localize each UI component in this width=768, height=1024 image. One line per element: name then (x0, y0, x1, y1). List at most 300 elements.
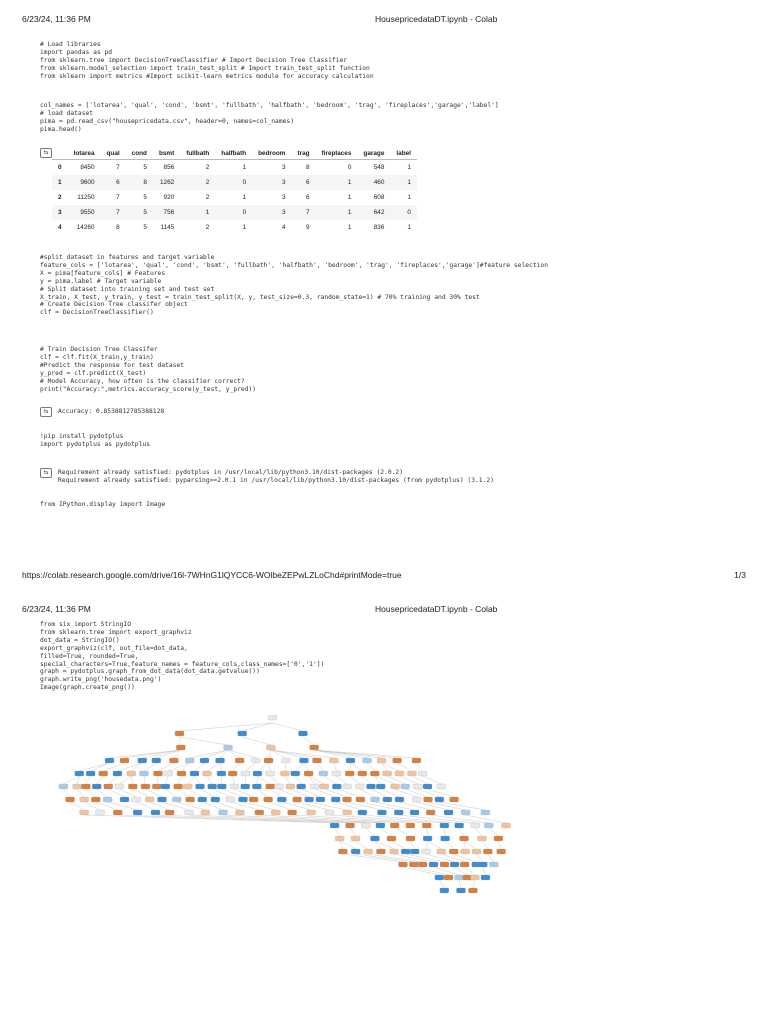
table-cell: 608 (373, 194, 385, 201)
code-cell-pip-install[interactable]: !pip install pydotplus import pydotplus as pydotplus (40, 433, 150, 448)
table-cell: 2 (205, 224, 210, 231)
tree-edge (428, 841, 442, 849)
table-cell: 7 (116, 194, 120, 201)
tree-node (494, 836, 503, 841)
output-toggle-icon[interactable]: ⇆ (40, 407, 52, 417)
code-cell-export-graphviz[interactable]: from six import StringIO from sklearn.tree import export_graphviz dot_data = StringIO() export_graphviz(clf, out_file=dot_data, filled=True, rounded=True, special_characters=True,feature_names = feature_cols,class_names=['0','1']) graph = pydotplus.graph_from_dot_data(dot_data.getvalue()) graph.write_png('housedata.png') Image(graph.create_png()) (40, 621, 325, 692)
table-cell: 1262 (153, 175, 180, 190)
tree-edge (97, 789, 108, 797)
tree-node (421, 849, 430, 854)
table-header-cell: bedroom (252, 148, 291, 160)
table-cell: 642 (357, 205, 390, 220)
tree-edge (395, 828, 411, 836)
table-cell: 1 (316, 175, 358, 190)
tree-edge (403, 867, 439, 875)
tree-edge (243, 802, 276, 810)
output-toggle-icon[interactable]: ⇆ (40, 468, 52, 478)
tree-edge (459, 828, 464, 836)
tree-node (455, 875, 464, 880)
tree-node (461, 849, 470, 854)
tree-edge (362, 776, 371, 784)
tree-edge (223, 815, 395, 823)
tree-node (217, 784, 226, 789)
tree-edge (350, 776, 360, 784)
accuracy-output: Accuracy: 0.8538812785388128 (58, 408, 165, 415)
tree-node (401, 784, 410, 789)
tree-node (241, 771, 250, 776)
tree-node (440, 888, 449, 893)
tree-node (235, 758, 244, 763)
tree-node (274, 784, 283, 789)
tree-node (75, 771, 84, 776)
table-cell: 920 (163, 194, 175, 201)
tree-node (423, 784, 432, 789)
tree-edge (371, 789, 387, 797)
table-header-cell (52, 148, 68, 160)
tree-node (184, 810, 193, 815)
tree-edge (350, 828, 355, 836)
tree-edge (337, 789, 361, 797)
tree-edge (279, 789, 297, 797)
tree-node (99, 771, 108, 776)
tree-node (174, 784, 183, 789)
tree-edge (315, 789, 336, 797)
tree-node (176, 745, 185, 750)
tree-edge (145, 789, 162, 797)
tree-node (172, 797, 181, 802)
tree-edge (178, 776, 181, 784)
tree-edge (426, 841, 428, 849)
tree-node (280, 771, 289, 776)
tree-edge (347, 802, 382, 810)
tree-edge (181, 763, 189, 771)
tree-node (477, 836, 486, 841)
tree-edge (165, 789, 176, 797)
tree-edge (304, 763, 309, 771)
tree-node (441, 836, 450, 841)
tree-edge (334, 763, 337, 771)
tree-edge (245, 763, 255, 771)
tree-node (395, 797, 404, 802)
tree-edge (375, 802, 415, 810)
tree-edge (335, 828, 340, 836)
tree-node (377, 758, 386, 763)
tree-node (141, 784, 150, 789)
tree-edge (178, 789, 190, 797)
tree-node (435, 875, 444, 880)
tree-node (277, 797, 286, 802)
table-cell: 1 (390, 175, 417, 190)
tree-edge (188, 789, 203, 797)
tree-node (401, 849, 410, 854)
table-cell: 9600 (68, 175, 101, 190)
tree-node (307, 810, 316, 815)
tree-node (217, 771, 226, 776)
tree-node (266, 771, 275, 776)
tree-node (201, 810, 210, 815)
tree-node (105, 758, 114, 763)
tree-edge (381, 789, 400, 797)
print-url: https://colab.research.google.com/drive/16l-7WHnG1lQYCC6-WOlbeZEPwLZLoChd#printMode=true (22, 570, 402, 580)
tree-node (271, 810, 280, 815)
tree-edge (406, 854, 445, 862)
tree-node (409, 862, 418, 867)
table-cell: 7 (101, 205, 126, 220)
tree-node (139, 771, 148, 776)
tree-edge (179, 737, 180, 745)
table-cell: 1 (347, 194, 352, 201)
tree-edge (179, 737, 228, 745)
table-cell: 1 (242, 164, 247, 171)
tree-node (455, 823, 464, 828)
tree-node (478, 862, 487, 867)
print-page-number: 1/3 (734, 570, 746, 580)
table-cell: 1 (316, 205, 358, 220)
tree-edge (350, 763, 362, 771)
tree-node (376, 849, 385, 854)
tree-edge (295, 776, 301, 784)
tree-node (497, 849, 506, 854)
code-cell-load-dataset[interactable]: col_names = ['lotarea', 'qual', 'cond', 'bsmt', 'fullbath', 'halfbath', 'bedroom', 'trag', 'fireplaces','garage','label'] # load dataset pima = pd.read_csv("housepricedata.csv", header=0, names=col_names) pima.head() (40, 102, 499, 133)
tree-edge (77, 776, 79, 784)
tree-node (226, 797, 235, 802)
table-cell: 6 (306, 194, 310, 201)
tree-node (376, 823, 385, 828)
tree-edge (79, 763, 109, 771)
table-cell: 14260 (76, 224, 95, 231)
tree-edge (336, 776, 347, 784)
tree-node (320, 784, 329, 789)
tree-edge (488, 854, 494, 862)
tree-edge (131, 776, 132, 784)
tree-node (138, 758, 147, 763)
output-toggle-icon[interactable]: ⇆ (40, 148, 52, 158)
tree-edge (84, 815, 335, 823)
tree-node (422, 823, 431, 828)
table-cell: 5 (143, 224, 147, 231)
tree-node (219, 810, 228, 815)
tree-edge (190, 750, 228, 758)
tree-edge (165, 776, 168, 784)
tree-edge (188, 776, 195, 784)
dataframe-table (52, 148, 417, 235)
tree-node (157, 797, 166, 802)
table-cell: 3 (281, 194, 286, 201)
tree-edge (454, 854, 476, 862)
tree-node (363, 758, 372, 763)
tree-node (356, 797, 365, 802)
tree-node (305, 797, 314, 802)
table-index-cell: 1 (52, 175, 68, 190)
tree-edge (309, 776, 315, 784)
tree-node (413, 784, 422, 789)
table-cell: 8 (126, 175, 153, 190)
tree-node (370, 771, 379, 776)
tree-edge (455, 867, 468, 875)
tree-node (92, 784, 101, 789)
table-index-cell: 0 (58, 164, 62, 171)
tree-node (412, 797, 421, 802)
tree-node (190, 771, 199, 776)
tree-edge (416, 763, 422, 771)
tree-node (96, 810, 105, 815)
table-header-cell: label (390, 148, 417, 160)
table-cell: 8 (306, 164, 310, 171)
tree-node (66, 797, 75, 802)
print-datetime: 6/23/24, 11:36 PM (22, 14, 91, 24)
tree-node (175, 731, 184, 736)
tree-edge (317, 763, 323, 771)
tree-node (343, 784, 352, 789)
tree-edge (207, 776, 212, 784)
tree-edge (323, 776, 336, 784)
tree-node (286, 784, 295, 789)
pip-output: Requirement already satisfied: pydotplus in /usr/local/lib/python3.10/dist-packages (2.0.2) Requirement already satisfied: pyparsing>=2.0.1 in /usr/local/lib/python3.10/dist-packages (from pydotplus) (3.1.2) (58, 469, 494, 484)
tree-edge (162, 802, 189, 810)
tree-node (120, 797, 129, 802)
tree-node (132, 797, 141, 802)
tree-node (471, 823, 480, 828)
tree-edge (97, 776, 104, 784)
table-cell: 9550 (68, 205, 101, 220)
table-cell: 0 (215, 175, 252, 190)
tree-node (426, 810, 435, 815)
tree-edge (356, 854, 414, 862)
tree-edge (414, 867, 449, 875)
tree-node (235, 810, 244, 815)
tree-node (437, 784, 446, 789)
tree-node (343, 810, 352, 815)
tree-edge (295, 763, 304, 771)
tree-node (238, 797, 247, 802)
table-cell: 0 (390, 205, 417, 220)
table-cell: 4 (281, 224, 286, 231)
tree-edge (257, 789, 268, 797)
table-header-cell: garage (357, 148, 390, 160)
tree-edge (119, 776, 131, 784)
tree-edge (434, 867, 460, 875)
table-index-cell: 4 (58, 224, 62, 231)
table-cell: 7 (292, 205, 316, 220)
tree-node (444, 810, 453, 815)
tree-node (377, 810, 386, 815)
tree-node (424, 797, 433, 802)
tree-edge (439, 880, 444, 888)
tree-node (304, 771, 313, 776)
tree-edge (366, 828, 375, 836)
tree-node (481, 810, 490, 815)
tree-node (312, 758, 321, 763)
table-cell: 1 (407, 194, 411, 201)
tree-edge (380, 828, 391, 836)
tree-node (264, 797, 273, 802)
table-cell: 8450 (80, 164, 95, 171)
tree-node (200, 758, 209, 763)
table-cell: 1 (407, 224, 411, 231)
table-cell: 9 (306, 224, 310, 231)
tree-node (440, 823, 449, 828)
tree-node (440, 862, 449, 867)
table-row (52, 190, 417, 205)
tree-node (325, 810, 334, 815)
tree-node (266, 745, 275, 750)
tree-node (358, 771, 367, 776)
table-cell: 1 (180, 205, 215, 220)
tree-edge (273, 723, 303, 731)
tree-node (133, 810, 142, 815)
tree-node (153, 771, 162, 776)
tree-node (103, 797, 112, 802)
tree-edge (340, 841, 356, 849)
tree-node (383, 771, 392, 776)
tree-node (86, 771, 95, 776)
tree-edge (124, 750, 180, 758)
tree-node (299, 758, 308, 763)
table-header-cell: fullbath (180, 148, 215, 160)
tree-edge (411, 841, 415, 849)
tree-edge (431, 815, 489, 823)
tree-edge (63, 789, 70, 797)
tree-edge (96, 802, 118, 810)
tree-edge (285, 776, 291, 784)
tree-node (345, 771, 354, 776)
tree-edge (314, 750, 397, 758)
print-page-2 (0, 590, 768, 1024)
tree-edge (257, 776, 270, 784)
tree-node (370, 797, 379, 802)
tree-node (120, 758, 129, 763)
tree-node (203, 771, 212, 776)
tree-node (73, 784, 82, 789)
tree-node (195, 784, 204, 789)
tree-edge (202, 802, 223, 810)
tree-node (346, 758, 355, 763)
tree-node (481, 875, 490, 880)
table-cell: 1 (407, 164, 411, 171)
tree-node (80, 810, 89, 815)
tree-node (450, 797, 459, 802)
tree-node (435, 797, 444, 802)
table-row (52, 175, 417, 190)
tree-node (298, 731, 307, 736)
tree-edge (417, 802, 449, 810)
tree-node (255, 810, 264, 815)
code-cell-ipython-import[interactable]: from IPython.display import Image (40, 501, 166, 508)
table-cell: 5 (143, 194, 147, 201)
tree-node (406, 836, 415, 841)
table-cell: 1 (242, 224, 247, 231)
tree-node (423, 836, 432, 841)
tree-edge (242, 737, 271, 745)
table-index-cell: 2 (58, 194, 62, 201)
tree-node (410, 849, 419, 854)
tree-node (319, 771, 328, 776)
tree-node (390, 849, 399, 854)
tree-edge (233, 776, 235, 784)
tree-node (252, 784, 261, 789)
tree-edge (215, 802, 240, 810)
tree-edge (473, 880, 475, 888)
tree-node (338, 849, 347, 854)
tree-node (185, 758, 194, 763)
tree-edge (303, 737, 314, 745)
tree-edge (109, 750, 180, 758)
tree-edge (108, 802, 138, 810)
code-cell-load-libraries[interactable]: # Load libraries import pandas as pd from sklearn.tree import DecisionTreeClassifier # Import Decision Tree Classifier from sklearn.model_selection import train_test_split # Import train_test_split function from sklearn import metrics #Import scikit-learn metrics module for accuracy calculation (40, 41, 374, 80)
tree-edge (270, 776, 279, 784)
tree-edge (194, 776, 199, 784)
tree-edge (301, 789, 320, 797)
table-row (52, 160, 417, 176)
tree-node (330, 823, 339, 828)
tree-node (383, 797, 392, 802)
code-cell-split-dataset[interactable]: #split dataset in features and target variable feature_cols = ['lotarea', 'qual', 'cond', 'bsmt', 'fullbath', 'halfbath', 'bedroom', 'trag', 'fireplaces','garage']#feature selection X = pima[feature_cols] # Features y = pima.label # Target variable # Split dataset into training set and test set X_train, X_test, y_train, y_test = train_test_split(X, y, test_size=0.3, random_state=1) # 70% training and 30% test # Create Decision Tree classifer object clf = DecisionTreeClassifier() (40, 254, 549, 317)
tree-node (346, 823, 355, 828)
tree-edge (70, 802, 84, 810)
tree-node (152, 784, 161, 789)
tree-node (418, 862, 427, 867)
tree-node (183, 784, 192, 789)
tree-node (393, 758, 402, 763)
tree-node (151, 810, 160, 815)
table-cell: 7 (116, 164, 120, 171)
tree-edge (464, 841, 477, 849)
tree-edge (233, 763, 240, 771)
tree-edge (131, 763, 142, 771)
tree-node (366, 784, 375, 789)
tree-node (310, 784, 319, 789)
tree-node (291, 771, 300, 776)
tree-node (208, 784, 217, 789)
tree-edge (207, 763, 220, 771)
tree-node (412, 758, 421, 763)
table-header-cell: trag (292, 148, 316, 160)
tree-node (390, 823, 399, 828)
table-cell: 8 (116, 224, 120, 231)
table-cell: 3 (252, 205, 291, 220)
tree-node (266, 784, 275, 789)
tree-edge (282, 802, 311, 810)
tree-node (468, 888, 477, 893)
tree-node (355, 784, 364, 789)
tree-node (351, 836, 360, 841)
tree-node (316, 797, 325, 802)
tree-edge (441, 854, 464, 862)
tree-edge (464, 841, 465, 849)
tree-edge (157, 776, 158, 784)
tree-edge (477, 854, 483, 862)
tree-edge (269, 750, 271, 758)
tree-edge (475, 828, 482, 836)
tree-edge (285, 763, 286, 771)
tree-edge (426, 854, 455, 862)
table-header-cell: halfbath (215, 148, 252, 160)
tree-node (449, 849, 458, 854)
tree-node (297, 784, 306, 789)
tree-node (81, 784, 90, 789)
tree-node (104, 784, 113, 789)
tree-node (332, 784, 341, 789)
tree-edge (395, 789, 416, 797)
table-cell: 3 (281, 164, 286, 171)
tree-edge (269, 763, 271, 771)
tree-node (268, 715, 277, 720)
tree-node (241, 784, 250, 789)
tree-edge (482, 841, 488, 849)
tree-edge (483, 867, 486, 875)
table-header-cell: qual (101, 148, 126, 160)
code-cell-train[interactable]: # Train Decision Tree Classifer clf = clf.fit(X_train,y_train) #Predict the response for test dataset y_pred = clf.predict(X_test) # Model Accuracy, how often is the classifier correct? print("Accuracy:",metrics.accuracy_score(y_test, y_pred)) (40, 346, 257, 393)
